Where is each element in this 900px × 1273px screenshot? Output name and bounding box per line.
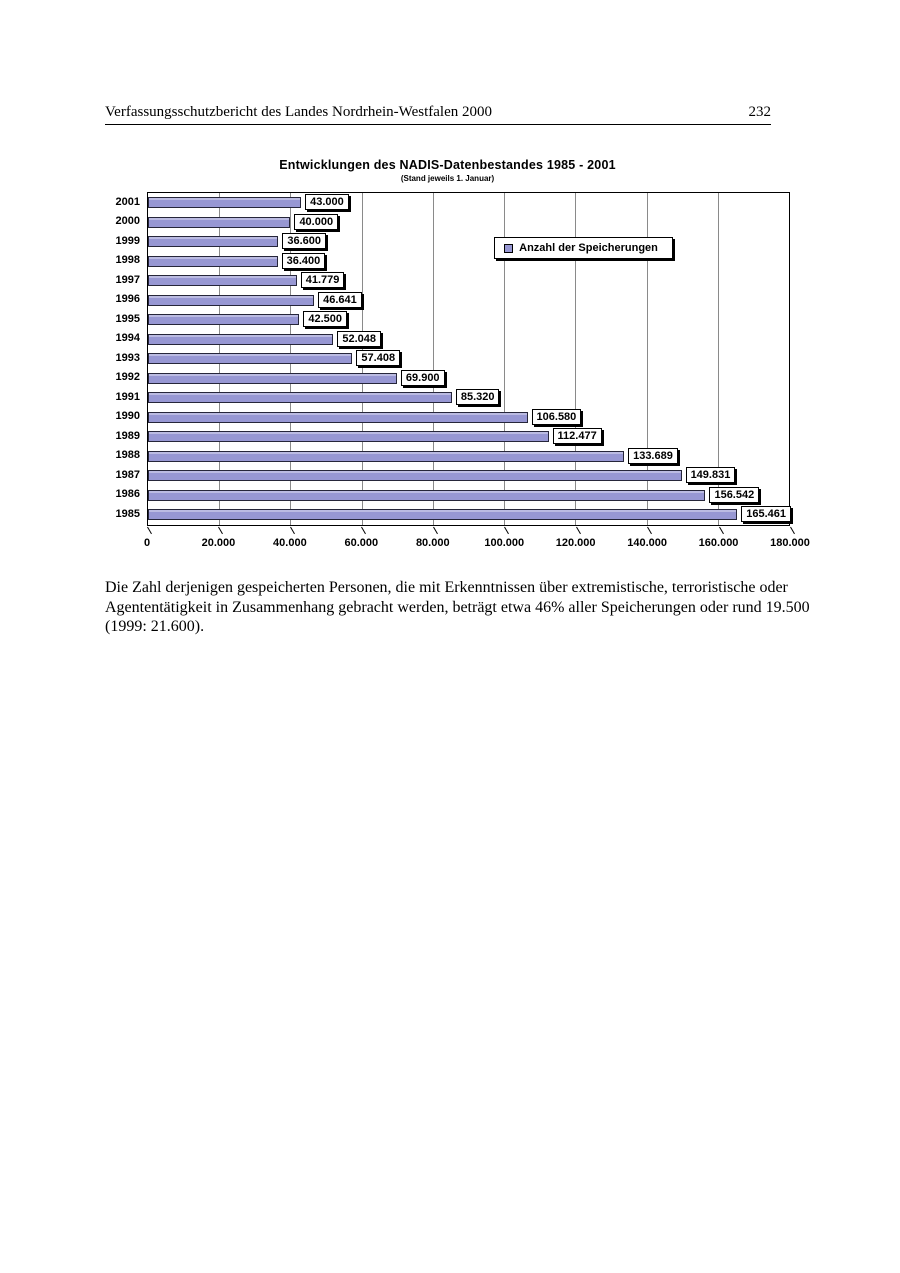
bar-row (148, 252, 789, 272)
chart-subtitle: (Stand jeweils 1. Januar) (400, 174, 495, 183)
plot-area (147, 192, 790, 526)
header-title: Verfassungsschutzbericht des Landes Nordrhein-Westfalen 2000 (105, 104, 493, 120)
chart-body (105, 192, 790, 526)
x-tick-mark (433, 526, 438, 533)
x-tick-mark (147, 526, 152, 533)
y-tick-label: 1995 (115, 312, 140, 325)
body-paragraph: Die Zahl derjenigen gespeicherten Personen, die mit Erkenntnissen über extremistische, terroristische oder Agententätigkeit in Zusammenhang gebracht werden, beträgt etwa 46% aller Speicherungen oder rund 19.500 (1999: 21.600). (105, 579, 810, 636)
y-tick-label: 1996 (115, 293, 140, 306)
y-tick-label: 1992 (115, 371, 140, 384)
x-tick-label: 140.000 (627, 536, 667, 549)
value-label: 57.408 (356, 350, 400, 366)
x-tick-label: 160.000 (698, 536, 739, 549)
bar (148, 451, 624, 462)
value-label: 165.461 (741, 506, 791, 522)
value-label: 36.600 (282, 233, 326, 249)
y-tick-label: 1989 (115, 429, 140, 442)
chart-legend (494, 237, 673, 259)
x-tick-mark (361, 526, 366, 533)
bar-row (148, 193, 789, 213)
bar (148, 275, 297, 286)
bar-row (148, 330, 789, 350)
bar-row (148, 291, 789, 311)
bar (148, 353, 352, 364)
bar-row (148, 427, 789, 447)
bar-row (148, 466, 789, 486)
value-label: 42.500 (303, 311, 347, 327)
bar (148, 314, 299, 325)
bar-row (148, 271, 789, 291)
x-tick-mark (647, 526, 652, 533)
page-header (105, 104, 771, 125)
value-label: 43.000 (305, 194, 349, 210)
bar-row (148, 369, 789, 389)
y-tick-label: 1985 (115, 507, 140, 520)
x-tick-mark (504, 526, 509, 533)
bar (148, 256, 278, 267)
page-number: 232 (748, 104, 771, 120)
bar (148, 392, 452, 403)
x-tick-label: 100.000 (484, 536, 525, 549)
x-tick-mark (290, 526, 295, 533)
bar-row (148, 349, 789, 369)
x-tick-mark (576, 526, 581, 533)
x-axis (143, 526, 810, 556)
value-label: 69.900 (401, 370, 445, 386)
x-tick-mark (790, 526, 795, 533)
bar (148, 373, 397, 384)
value-label: 85.320 (456, 389, 500, 405)
bar (148, 334, 333, 345)
value-label: 36.400 (282, 253, 326, 269)
value-label: 41.779 (301, 272, 345, 288)
x-tick-label: 0 (143, 536, 151, 549)
y-tick-label: 1987 (115, 468, 140, 481)
value-label: 149.831 (686, 467, 736, 483)
chart-title: Entwicklungen des NADIS-Datenbestandes 1985 - 2001 (279, 158, 616, 172)
bar-row (148, 213, 789, 233)
value-label: 112.477 (553, 428, 602, 444)
y-tick-label: 1998 (115, 254, 140, 267)
bar (148, 197, 301, 208)
value-label: 46.641 (318, 292, 362, 308)
y-tick-label: 1990 (115, 410, 140, 423)
value-label: 106.580 (532, 409, 582, 425)
legend-marker-icon (504, 244, 513, 253)
y-axis-labels (105, 192, 147, 526)
y-tick-label: 1999 (115, 234, 140, 247)
y-tick-label: 2001 (115, 195, 140, 208)
x-tick-label: 60.000 (344, 536, 379, 549)
x-tick-mark (719, 526, 724, 533)
bar (148, 217, 290, 228)
value-label: 40.000 (294, 214, 338, 230)
y-tick-label: 1991 (115, 390, 140, 403)
x-tick-label: 20.000 (201, 536, 236, 549)
bar-row (148, 310, 789, 330)
y-tick-label: 1986 (115, 488, 140, 501)
bar-row (148, 486, 789, 506)
x-tick-mark (219, 526, 224, 533)
nadis-chart (105, 158, 810, 556)
bar-row (148, 505, 789, 525)
value-label: 133.689 (628, 448, 678, 464)
legend-label: Anzahl der Speicherungen (519, 242, 658, 254)
y-tick-label: 1993 (115, 351, 140, 364)
y-tick-label: 1997 (115, 273, 140, 286)
y-tick-label: 1988 (115, 449, 140, 462)
y-tick-label: 1994 (115, 332, 140, 345)
bar-row (148, 408, 789, 428)
bar-row (148, 232, 789, 252)
bar-row (148, 447, 789, 467)
value-label: 52.048 (337, 331, 381, 347)
value-label: 156.542 (709, 487, 759, 503)
bar (148, 509, 737, 520)
x-tick-label: 120.000 (555, 536, 596, 549)
x-tick-label: 80.000 (415, 536, 450, 549)
bar (148, 412, 528, 423)
y-tick-label: 2000 (115, 215, 140, 228)
bar (148, 236, 278, 247)
x-tick-label: 180.000 (770, 536, 810, 549)
bar (148, 490, 705, 501)
x-tick-label: 40.000 (273, 536, 307, 549)
bar (148, 431, 549, 442)
bar-row (148, 388, 789, 408)
bar (148, 295, 314, 306)
bar (148, 470, 682, 481)
